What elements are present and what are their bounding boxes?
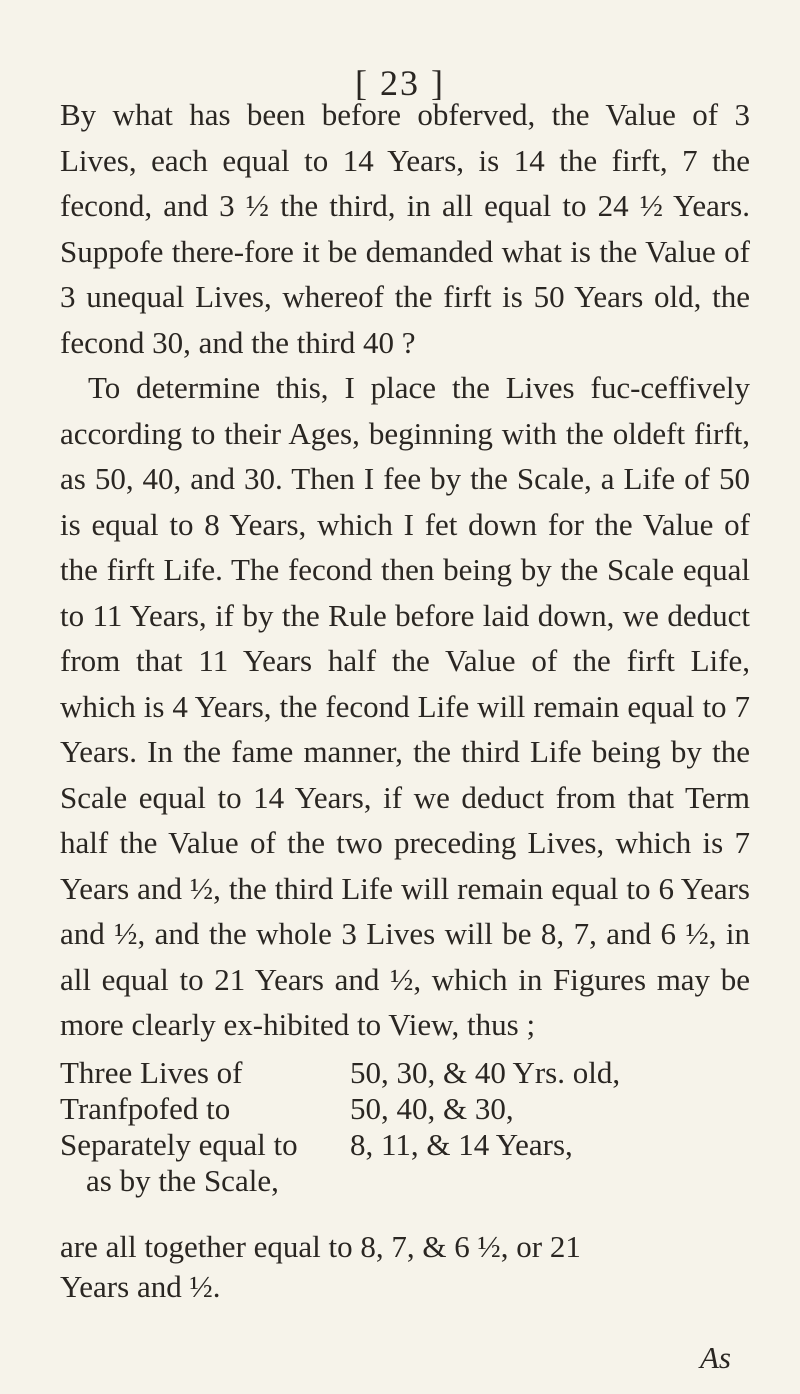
table-row-values: 50, 30, & 40 Yrs. old, xyxy=(350,1055,621,1090)
body-text xyxy=(60,92,750,1048)
table-row-label: Separately equal to xyxy=(60,1127,298,1162)
table-row xyxy=(60,1163,750,1199)
catchword: As xyxy=(700,1340,731,1375)
table-row xyxy=(60,1091,750,1127)
summary-line: are all together equal to 8, 7, & 6 ½, or 21 xyxy=(60,1229,581,1264)
paragraph-intro: By what has been before obferved, the Value of 3 Lives, each equal to 14 Years, is 14 the firft, 7 the fecond, and 3 ½ the third, in all equal to 24 ½ Years. Suppofe there-fore it be demanded what is the Value of 3 unequal Lives, whereof the firft is 50 Years old, the fecond 30, and the third 40 ? xyxy=(60,97,750,360)
page-number: [ 23 ] xyxy=(355,63,445,103)
paragraph-method: To determine this, I place the Lives fuc-ceffively according to their Ages, beginning with the oldeft firft, as 50, 40, and 30. Then I fee by the Scale, a Life of 50 is equal to 8 Years, which I fet down for the Value of the firft Life. The fecond then being by the Scale equal to 11 Years, if by the Rule before laid down, we deduct from that 11 Years half the Value of the firft Life, which is 4 Years, the fecond Life will remain equal to 7 Years. In the fame manner, the third Life being by the Scale equal to 14 Years, if we deduct from that Term half the Value of the two preceding Lives, which is 7 Years and ½, the third Life will remain equal to 6 Years and ½, and the whole 3 Lives will be 8, 7, and 6 ½, in all equal to 21 Years and ½, which in Figures may be more clearly ex-hibited to View, thus ; xyxy=(60,370,750,1042)
summary-text xyxy=(60,1227,750,1307)
table-row-values: 8, 11, & 14 Years, xyxy=(350,1127,573,1162)
table-row-label: Three Lives of xyxy=(60,1055,243,1090)
table-row xyxy=(60,1055,750,1091)
table-row-values xyxy=(350,1163,750,1199)
summary-line: Years and ½. xyxy=(60,1269,221,1304)
table-row-values: 50, 40, & 30, xyxy=(350,1091,514,1126)
table-row xyxy=(60,1127,750,1163)
table-row-label: as by the Scale, xyxy=(86,1163,279,1198)
table-row-label: Tranfpofed to xyxy=(60,1091,231,1126)
lives-table xyxy=(60,1055,750,1199)
